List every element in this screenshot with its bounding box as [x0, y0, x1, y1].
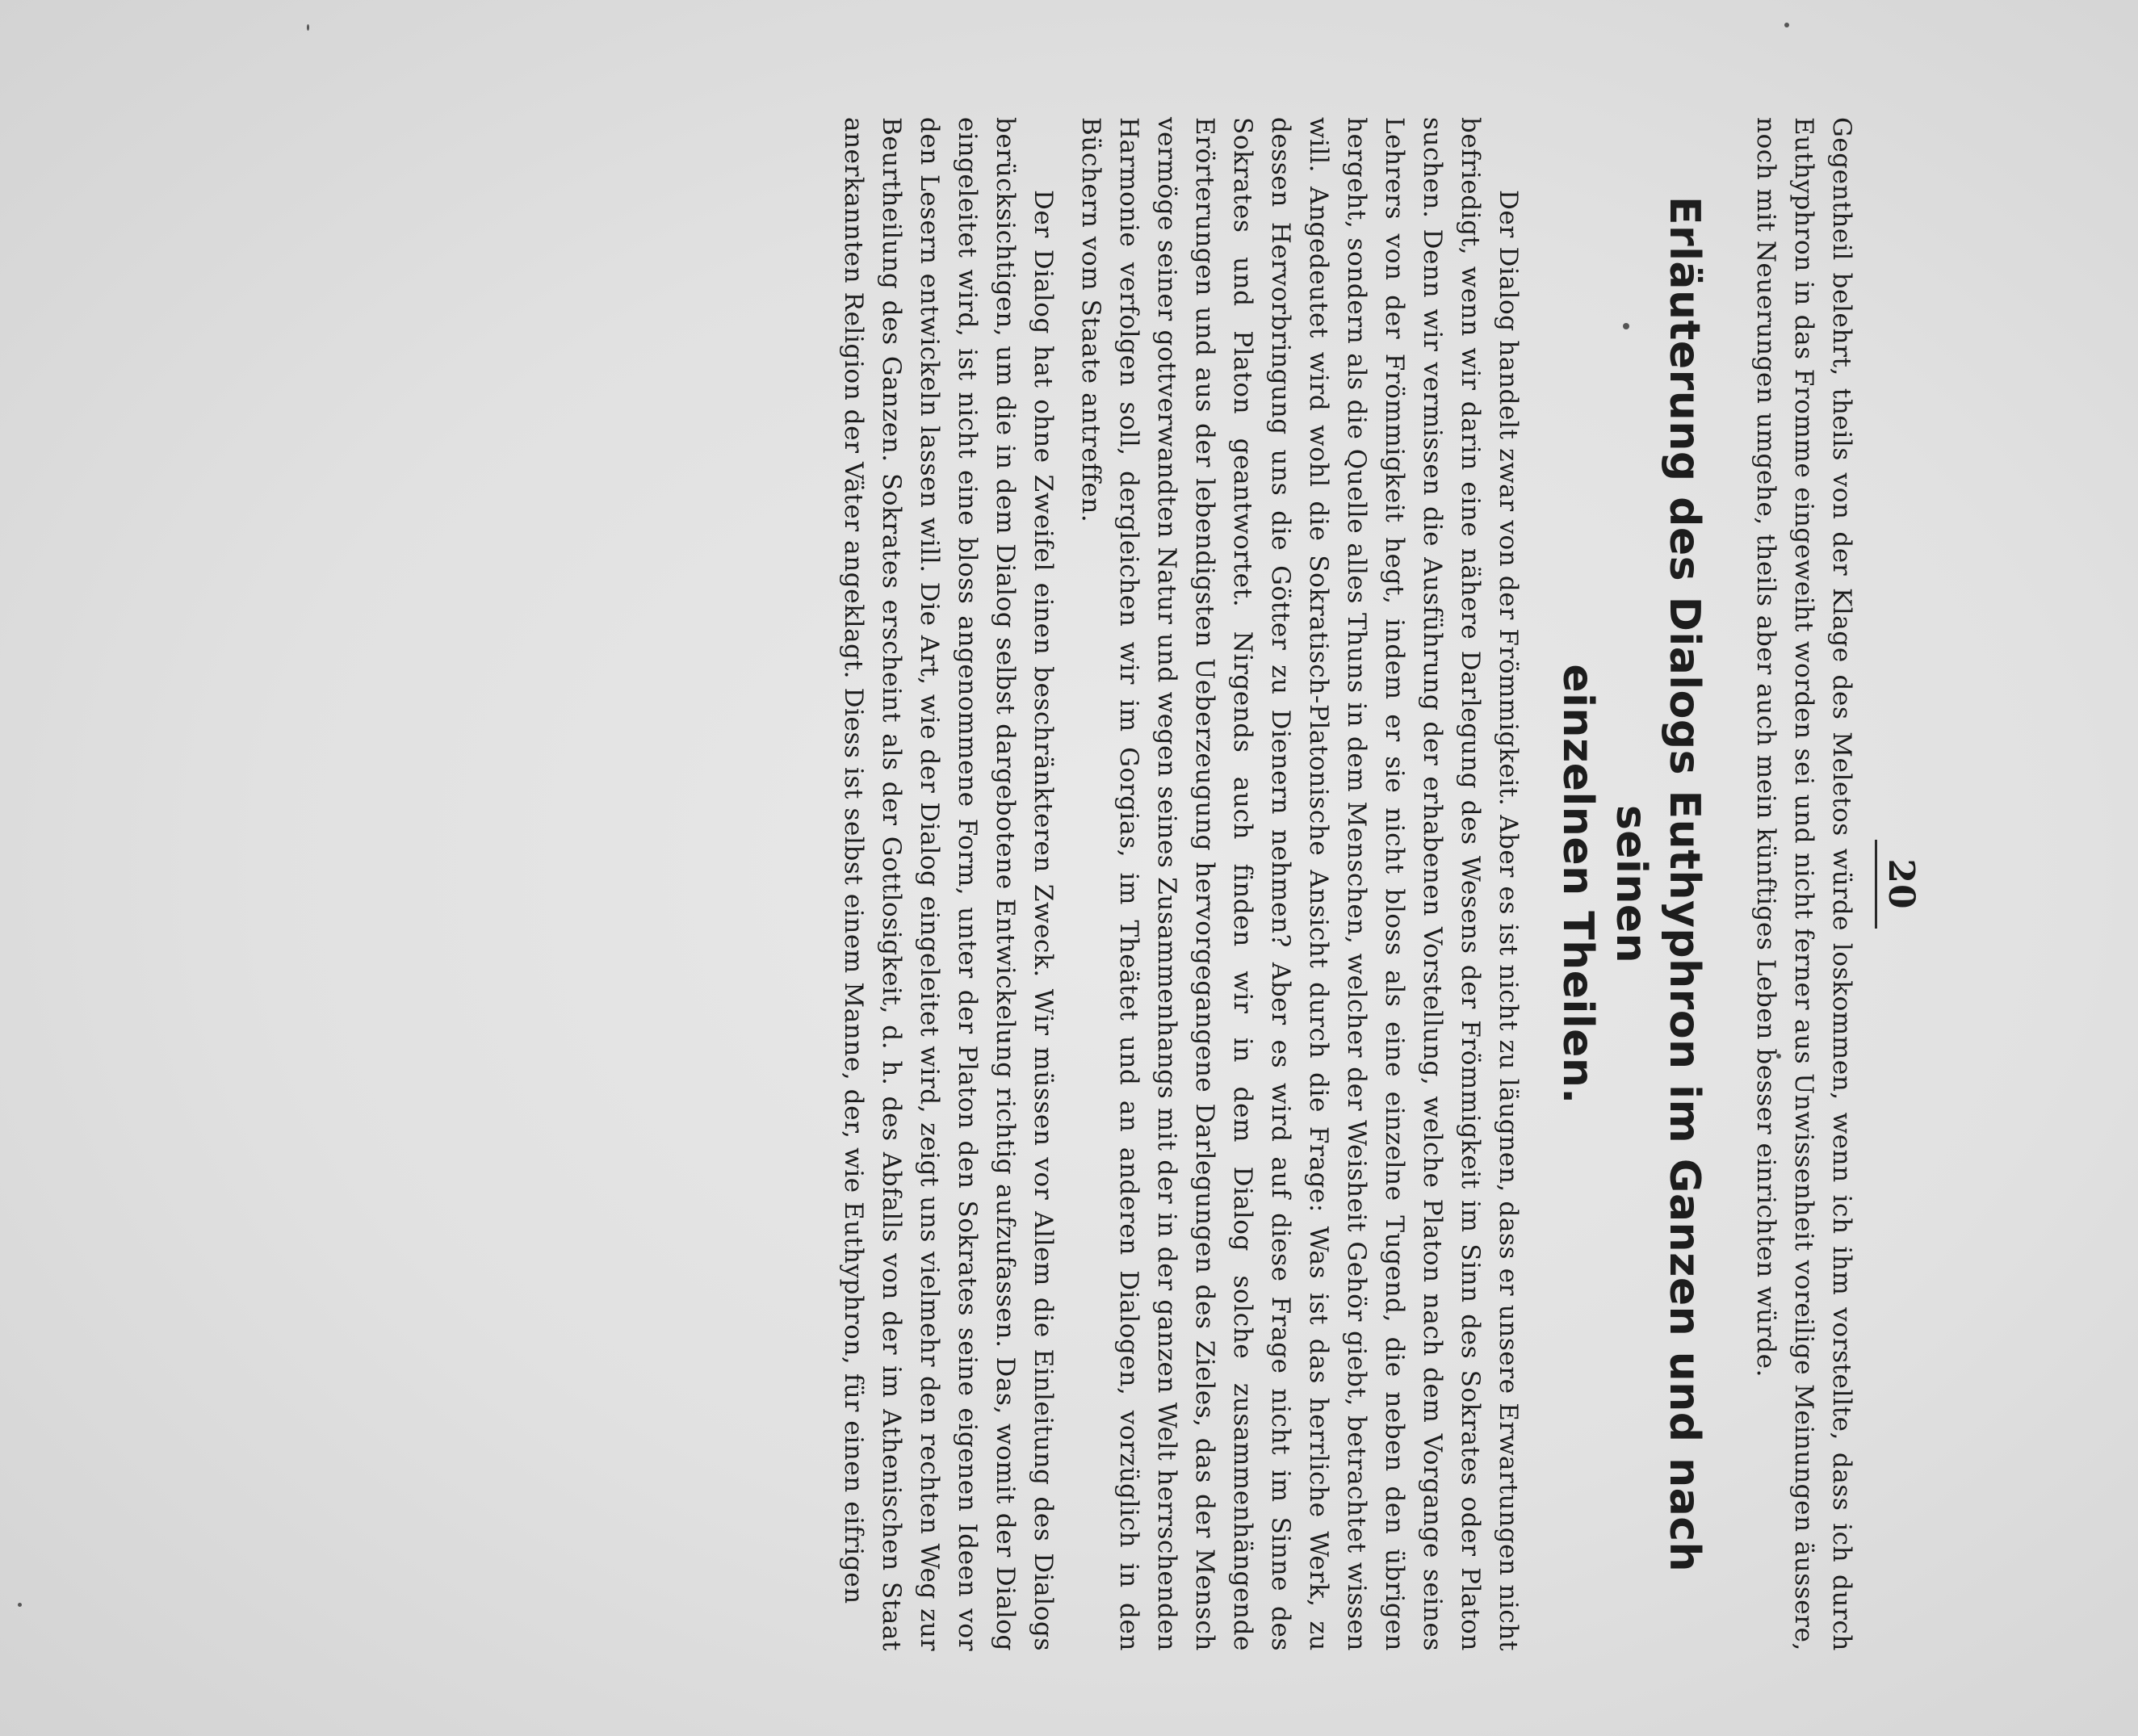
- dust-speck: [307, 24, 309, 31]
- page-content: [834, 117, 1921, 1651]
- section-heading: [1551, 117, 1711, 1651]
- page-number-rule: [1875, 840, 1877, 929]
- page-number: 20: [1880, 858, 1922, 910]
- section-heading-line-2: einzelnen Theilen.: [1553, 664, 1602, 1105]
- section-heading-line-1: Erläuterung des Dialogs Euthyphron im Ganzen und nach seinen: [1607, 195, 1708, 1573]
- dust-speck: [1784, 23, 1789, 27]
- paragraph-continuation: Gegentheil belehrt, theils von der Klage des Meletos würde loskommen, wenn ich ihm vorstellte, dass ich durch Euthyphron in das Fromme eingeweiht worden sei und nicht ferner aus Unwissenheit voreilige Meinungen äussere, noch mit Neuerungen umgehe, theils aber auch mein künftiges Leben besser einrichten würde.: [1751, 117, 1856, 1651]
- rotated-page: [346, 117, 1921, 1651]
- dust-speck: [18, 1603, 22, 1607]
- paragraph-2: Der Dialog hat ohne Zweifel einen beschränkteren Zweck. Wir müssen vor Allem die Einleitung des Dialogs berücksichtigen, um die in dem Dialog selbst dargebotene Entwickelung richtig aufzufassen. Das, womit der Dialog eingeleitet wird, ist nicht eine bloss angenommene Form, unter der Platon den Sokrates seine eigenen Ideen vor den Lesern entwickeln lassen will. Die Art, wie der Dialog eingeleitet wird, zeigt uns vielmehr den rechten Weg zur Beurtheilung des Ganzen. Sokrates erscheint als der Gottlosigkeit, d. h. des Abfalls von der im Athenischen Staat anerkannten Religion der Väter angeklagt. Diess ist selbst einem Manne, der, wie Euthyphron, für einen eifrigen: [839, 117, 1058, 1651]
- paragraph-1: Der Dialog handelt zwar von der Frömmigkeit. Aber es ist nicht zu läugnen, dass er unsere Erwartungen nicht befriedigt, wenn wir darin eine nähere Darlegung des Wesens der Frömmigkeit im Sinn des Sokrates oder Platon suchen. Denn wir vermissen die Ausführung der erhabenen Vorstellung, welche Platon nach dem Vorgange seines Lehrers von der Frömmigkeit hegt, indem er sie nicht bloss als eine einzelne Tugend, die neben den übrigen hergeht, sondern als die Quelle alles Thuns in dem Menschen, welcher der Weisheit Gehör giebt, betrachtet wissen will. Angedeutet wird wohl die Sokratisch-Platonische Ansicht durch die Frage: Was ist das herrliche Werk, zu dessen Hervorbringung uns die Götter zu Dienern nehmen? Aber es wird auf diese Frage nicht im Sinne des Sokrates und Platon geantwortet. Nirgends auch finden wir in dem Dialog solche zusammenhängende Erörterungen und aus der lebendigsten Ueberzeugung hervorgegangene Darlegungen des Zieles, das der Mensch vermöge seiner gottverwandten Natur und wegen seines Zusammenhangs mit der in der ganzen Welt herrschenden Harmonie verfolgen soll, dergleichen wir im Gorgias, im Theätet und an anderen Dialogen, vorzüglich in den Büchern vom Staate antreffen.: [1076, 117, 1523, 1651]
